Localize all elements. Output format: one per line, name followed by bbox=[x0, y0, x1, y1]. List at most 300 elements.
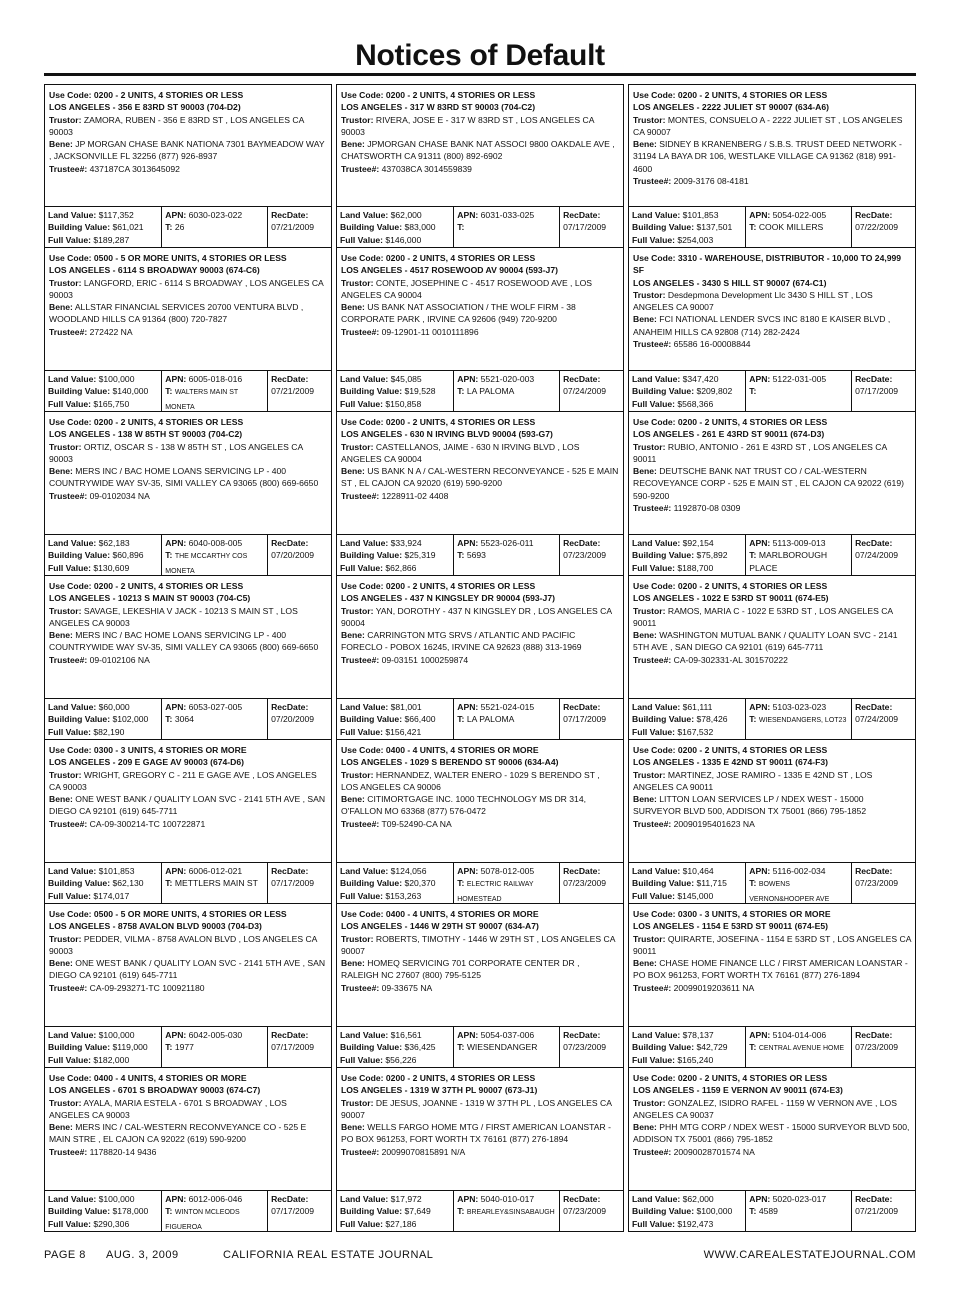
apn-label: APN: bbox=[749, 1030, 771, 1040]
full-value: $165,750 bbox=[93, 398, 130, 409]
notice-record bbox=[44, 904, 332, 1068]
notice-values bbox=[337, 863, 623, 903]
bene-value: CITIMORTGAGE INC. 1000 TECHNOLOGY MS DR 314, O'FALLON MO 63368 (877) 576-0472 bbox=[341, 794, 587, 817]
land-value-label: Land Value: bbox=[632, 210, 681, 220]
land-value: $16,561 bbox=[390, 1030, 422, 1040]
notice-record bbox=[336, 248, 624, 412]
recdate-label: RecDate: bbox=[271, 210, 309, 220]
trustee-label: Trustee#: bbox=[633, 503, 672, 514]
recdate-value: 07/20/2009 bbox=[271, 714, 315, 725]
trustor-label: Trustor: bbox=[49, 1097, 82, 1108]
recdate-label: RecDate: bbox=[271, 538, 309, 548]
recdate-label: RecDate: bbox=[271, 866, 309, 876]
tract-label: T: bbox=[749, 714, 757, 725]
notice-record bbox=[628, 412, 916, 576]
tract-value: 3064 bbox=[174, 714, 194, 725]
trustor-value: RIVERA, JOSE E - 317 W 83RD ST , LOS ANGELES CA 90003 bbox=[341, 114, 594, 137]
notice-values bbox=[45, 1027, 331, 1067]
land-value: $101,853 bbox=[682, 210, 719, 220]
tract-label: T: bbox=[749, 1042, 757, 1053]
notice-body bbox=[629, 576, 915, 699]
full-value-label: Full Value: bbox=[340, 1054, 383, 1065]
full-value-label: Full Value: bbox=[632, 398, 675, 409]
land-value: $100,000 bbox=[98, 374, 135, 384]
full-value: $130,609 bbox=[93, 562, 130, 573]
tract-label: T: bbox=[749, 222, 757, 233]
trustee-label: Trustee#: bbox=[49, 490, 88, 501]
use-code-label: Use Code: bbox=[49, 417, 92, 427]
trustor-label: Trustor: bbox=[633, 605, 666, 616]
notice-values bbox=[629, 535, 915, 575]
notice-record bbox=[628, 84, 916, 248]
trustee-value: 09-33675 NA bbox=[381, 982, 433, 993]
bene-label: Bene: bbox=[633, 794, 657, 805]
use-code-label: Use Code: bbox=[633, 253, 676, 263]
apn-value: 6005-018-016 bbox=[188, 374, 243, 384]
tract-value: LA PALOMA bbox=[466, 386, 515, 397]
recdate-value: 07/17/2009 bbox=[271, 1042, 315, 1053]
trustor-value: HERNANDEZ, WALTER ENERO - 1029 S BERENDO ST , LOS ANGELES CA 90006 bbox=[341, 769, 600, 792]
building-value-label: Building Value: bbox=[48, 1206, 111, 1217]
building-value: $60,896 bbox=[112, 550, 144, 561]
land-value-label: Land Value: bbox=[48, 538, 97, 548]
notice-body bbox=[337, 740, 623, 863]
recdate-value: 07/23/2009 bbox=[563, 878, 607, 889]
use-code: 0200 - 2 UNITS, 4 STORIES OR LESS bbox=[385, 1073, 536, 1083]
bene-label: Bene: bbox=[49, 958, 73, 969]
tract-label: T: bbox=[457, 222, 465, 233]
trustor-label: Trustor: bbox=[49, 114, 82, 125]
recdate-value: 07/23/2009 bbox=[855, 878, 899, 889]
tract-value: THE MCCARTHY COS MONETA bbox=[165, 553, 248, 575]
notice-body bbox=[337, 248, 623, 371]
full-value-label: Full Value: bbox=[632, 890, 675, 901]
full-value-label: Full Value: bbox=[340, 562, 383, 573]
property-address: LOS ANGELES - 317 W 83RD ST 90003 (704-C2) bbox=[341, 102, 536, 113]
use-code: 0300 - 3 UNITS, 4 STORIES OR MORE bbox=[677, 909, 831, 919]
notice-values bbox=[629, 371, 915, 411]
land-value-label: Land Value: bbox=[48, 866, 97, 876]
trustor-value: MONTES, CONSUELO A - 2222 JULIET ST , LOS ANGELES CA 90007 bbox=[633, 114, 903, 137]
land-value: $347,420 bbox=[682, 374, 719, 384]
use-code: 0200 - 2 UNITS, 4 STORIES OR LESS bbox=[677, 417, 828, 427]
trustee-label: Trustee#: bbox=[633, 1146, 672, 1157]
building-value: $119,000 bbox=[112, 1042, 148, 1053]
bene-value: CARRINGTON MTG SRVS / ATLANTIC AND PACIFIC FORECLO - POBOX 16245, IRVINE CA 92623 (888) 313-1969 bbox=[341, 630, 582, 653]
trustee-label: Trustee#: bbox=[633, 339, 672, 350]
building-value: $61,021 bbox=[112, 222, 144, 233]
use-code: 0200 - 2 UNITS, 4 STORIES OR LESS bbox=[385, 581, 536, 591]
apn-value: 5521-020-003 bbox=[480, 374, 535, 384]
trustee-value: 20099070815891 N/A bbox=[381, 1146, 466, 1157]
notice-column bbox=[44, 84, 332, 1232]
bene-label: Bene: bbox=[633, 139, 657, 150]
trustor-label: Trustor: bbox=[633, 114, 666, 125]
recdate-value: 07/22/2009 bbox=[855, 222, 899, 233]
bene-value: DEUTSCHE BANK NAT TRUST CO / CAL-WESTERN RECOVEYANCE CORP - 525 E MAIN ST , EL CAJON CA 92022 (619) 590-9200 bbox=[633, 466, 904, 501]
apn-value: 6012-006-046 bbox=[188, 1194, 243, 1204]
building-value: $140,000 bbox=[112, 386, 149, 397]
apn-label: APN: bbox=[165, 538, 187, 548]
full-value: $165,240 bbox=[677, 1054, 714, 1065]
use-code: 0200 - 2 UNITS, 4 STORIES OR LESS bbox=[677, 745, 828, 755]
apn-value: 5103-023-023 bbox=[772, 702, 827, 712]
full-value-label: Full Value: bbox=[632, 234, 675, 245]
trustor-label: Trustor: bbox=[341, 1097, 374, 1108]
bene-label: Bene: bbox=[633, 466, 657, 477]
land-value-label: Land Value: bbox=[632, 374, 681, 384]
building-value: $209,802 bbox=[696, 386, 733, 397]
trustor-label: Trustor: bbox=[49, 605, 82, 616]
tract-label: T: bbox=[165, 1042, 173, 1053]
trustor-label: Trustor: bbox=[633, 441, 666, 452]
notice-body bbox=[629, 740, 915, 863]
trustee-label: Trustee#: bbox=[341, 163, 380, 174]
property-address: LOS ANGELES - 6701 S BROADWAY 90003 (674-C7) bbox=[49, 1085, 261, 1096]
use-code-label: Use Code: bbox=[341, 1073, 384, 1083]
property-address: LOS ANGELES - 1319 W 37TH PL 90007 (673-J1) bbox=[341, 1085, 538, 1096]
notice-values bbox=[45, 699, 331, 739]
trustor-value: AYALA, MARIA ESTELA - 6701 S BROADWAY , LOS ANGELES CA 90003 bbox=[49, 1097, 287, 1120]
trustor-label: Trustor: bbox=[341, 114, 374, 125]
recdate-value: 07/17/2009 bbox=[855, 386, 899, 397]
notice-values bbox=[337, 1191, 623, 1231]
full-value: $56,226 bbox=[385, 1054, 417, 1065]
trustee-value: 09-0102034 NA bbox=[89, 490, 150, 501]
property-address: LOS ANGELES - 209 E GAGE AV 90003 (674-D6) bbox=[49, 757, 245, 768]
apn-label: APN: bbox=[165, 210, 187, 220]
use-code: 0300 - 3 UNITS, 4 STORIES OR MORE bbox=[93, 745, 247, 755]
bene-value: MERS INC / BAC HOME LOANS SERVICING LP - 400 COUNTRYWIDE WAY SV-35, SIMI VALLEY CA 93065 (800) 669-6650 bbox=[49, 466, 319, 489]
tract-value: METTLERS MAIN ST bbox=[174, 878, 258, 889]
notice-body bbox=[337, 412, 623, 535]
tract-value: CENTRAL AVENUE HOME bbox=[758, 1045, 844, 1053]
building-value-label: Building Value: bbox=[632, 1042, 695, 1053]
notice-record bbox=[44, 412, 332, 576]
notice-record bbox=[336, 576, 624, 740]
full-value: $174,017 bbox=[93, 890, 130, 901]
tract-label: T: bbox=[165, 386, 173, 397]
use-code: 0200 - 2 UNITS, 4 STORIES OR LESS bbox=[93, 90, 244, 100]
recdate-label: RecDate: bbox=[563, 1030, 601, 1040]
trustor-value: LANGFORD, ERIC - 6114 S BROADWAY , LOS ANGELES CA 90003 bbox=[49, 277, 324, 300]
full-value: $167,532 bbox=[677, 726, 714, 737]
full-value-label: Full Value: bbox=[340, 398, 383, 409]
tract-label: T: bbox=[165, 1206, 173, 1217]
notice-record bbox=[628, 740, 916, 904]
notice-values bbox=[45, 863, 331, 903]
use-code: 0400 - 4 UNITS, 4 STORIES OR MORE bbox=[93, 1073, 247, 1083]
notice-body bbox=[337, 85, 623, 207]
notice-body bbox=[45, 904, 331, 1027]
full-value-label: Full Value: bbox=[632, 562, 675, 573]
recdate-label: RecDate: bbox=[563, 702, 601, 712]
use-code-label: Use Code: bbox=[341, 745, 384, 755]
trustee-label: Trustee#: bbox=[49, 654, 88, 665]
tract-label: T: bbox=[165, 714, 173, 725]
trustee-label: Trustee#: bbox=[49, 163, 88, 174]
recdate-value: 07/17/2009 bbox=[563, 714, 607, 725]
bene-value: WASHINGTON MUTUAL BANK / QUALITY LOAN SVC - 2141 5TH AVE , SAN DIEGO CA 92101 (619) 645-7711 bbox=[633, 630, 898, 653]
recdate-value: 07/21/2009 bbox=[271, 222, 315, 233]
bene-label: Bene: bbox=[341, 794, 365, 805]
trustee-label: Trustee#: bbox=[633, 654, 672, 665]
tract-value: BOWENS VERNON&HOOPER AVE bbox=[749, 881, 830, 903]
trustor-value: CASTELLANOS, JAIME - 630 N IRVING BLVD , LOS ANGELES CA 90004 bbox=[341, 441, 580, 464]
trustee-label: Trustee#: bbox=[341, 490, 380, 501]
full-value-label: Full Value: bbox=[340, 890, 383, 901]
apn-value: 6006-012-021 bbox=[188, 866, 243, 876]
building-value: $62,130 bbox=[112, 878, 144, 889]
notice-values bbox=[45, 207, 331, 247]
apn-label: APN: bbox=[457, 1030, 479, 1040]
bene-value: ONE WEST BANK / QUALITY LOAN SVC - 2141 5TH AVE , SAN DIEGO CA 92101 (619) 645-7711 bbox=[49, 794, 326, 817]
apn-label: APN: bbox=[165, 374, 187, 384]
trustee-value: 09-03151 1000259874 bbox=[381, 654, 469, 665]
apn-label: APN: bbox=[165, 702, 187, 712]
apn-label: APN: bbox=[749, 538, 771, 548]
recdate-value: 07/24/2009 bbox=[855, 714, 899, 725]
use-code: 0200 - 2 UNITS, 4 STORIES OR LESS bbox=[677, 1073, 828, 1083]
footer-date: AUG. 3, 2009 bbox=[106, 1249, 179, 1261]
trustor-label: Trustor: bbox=[341, 605, 374, 616]
trustee-value: CA-09-293271-TC 100921180 bbox=[89, 982, 205, 993]
bene-label: Bene: bbox=[633, 314, 657, 325]
apn-label: APN: bbox=[457, 866, 479, 876]
notice-body bbox=[45, 412, 331, 535]
title-rule bbox=[44, 73, 916, 76]
trustor-value: SAVAGE, LEKESHIA V JACK - 10213 S MAIN ST , LOS ANGELES CA 90003 bbox=[49, 605, 298, 628]
land-value-label: Land Value: bbox=[48, 1030, 97, 1040]
apn-value: 5040-010-017 bbox=[480, 1194, 535, 1204]
property-address: LOS ANGELES - 2222 JULIET ST 90007 (634-A6) bbox=[633, 102, 829, 113]
trustee-value: 20090028701574 NA bbox=[673, 1146, 755, 1157]
full-value-label: Full Value: bbox=[48, 1054, 91, 1065]
apn-label: APN: bbox=[165, 1030, 187, 1040]
notice-body bbox=[629, 904, 915, 1027]
recdate-label: RecDate: bbox=[563, 210, 601, 220]
footer-publication: CALIFORNIA REAL ESTATE JOURNAL bbox=[223, 1249, 434, 1261]
building-value-label: Building Value: bbox=[632, 386, 695, 397]
bene-label: Bene: bbox=[341, 302, 365, 313]
trustor-label: Trustor: bbox=[49, 933, 82, 944]
bene-label: Bene: bbox=[49, 794, 73, 805]
apn-value: 5122-031-005 bbox=[772, 374, 827, 384]
use-code-label: Use Code: bbox=[633, 1073, 676, 1083]
notice-record bbox=[44, 1068, 332, 1232]
apn-value: 5521-024-015 bbox=[480, 702, 535, 712]
use-code: 0500 - 5 OR MORE UNITS, 4 STORIES OR LESS bbox=[93, 909, 287, 919]
notice-body bbox=[45, 85, 331, 207]
building-value-label: Building Value: bbox=[632, 550, 695, 561]
land-value-label: Land Value: bbox=[340, 210, 389, 220]
property-address: LOS ANGELES - 3430 S HILL ST 90007 (674-C1) bbox=[633, 277, 827, 288]
notice-values bbox=[337, 1027, 623, 1067]
bene-value: MERS INC / CAL-WESTERN RECONVEYANCE CO - 525 E MAIN STRE , EL CAJON CA 92022 (619) 590-9200 bbox=[49, 1122, 307, 1145]
apn-value: 6053-027-005 bbox=[188, 702, 243, 712]
notice-body bbox=[337, 1068, 623, 1191]
trustee-value: 1228911-02 4408 bbox=[381, 490, 449, 501]
recdate-label: RecDate: bbox=[563, 538, 601, 548]
apn-label: APN: bbox=[457, 374, 479, 384]
land-value-label: Land Value: bbox=[632, 866, 681, 876]
apn-value: 5054-022-005 bbox=[772, 210, 827, 220]
building-value: $137,501 bbox=[696, 222, 733, 233]
land-value-label: Land Value: bbox=[340, 538, 389, 548]
property-address: LOS ANGELES - 8758 AVALON BLVD 90003 (704-D3) bbox=[49, 921, 262, 932]
trustor-value: RAMOS, MARIA C - 1022 E 53RD ST , LOS ANGELES CA 90011 bbox=[633, 605, 893, 628]
recdate-value: 07/17/2009 bbox=[271, 1206, 315, 1217]
land-value: $124,056 bbox=[390, 866, 427, 876]
tract-label: T: bbox=[749, 386, 757, 397]
bene-value: US BANK NAT ASSOCIATION / THE WOLF FIRM - 38 CORPORATE PARK , IRVINE CA 92606 (949) 720-9200 bbox=[341, 302, 576, 325]
building-value-label: Building Value: bbox=[340, 878, 403, 889]
tract-value: ELECTRIC RAILWAY HOMESTEAD bbox=[457, 881, 534, 903]
tract-label: T: bbox=[165, 878, 173, 889]
notice-record bbox=[628, 904, 916, 1068]
building-value: $102,000 bbox=[112, 714, 149, 725]
trustor-value: YAN, DOROTHY - 437 N KINGSLEY DR , LOS ANGELES CA 90004 bbox=[341, 605, 612, 628]
full-value: $62,866 bbox=[385, 562, 417, 573]
bene-label: Bene: bbox=[633, 958, 657, 969]
land-value: $62,000 bbox=[390, 210, 422, 220]
full-value-label: Full Value: bbox=[632, 1054, 675, 1065]
use-code-label: Use Code: bbox=[341, 90, 384, 100]
building-value: $100,000 bbox=[696, 1206, 733, 1217]
recdate-value: 07/23/2009 bbox=[855, 1042, 899, 1053]
trustor-value: QUIRARTE, JOSEFINA - 1154 E 53RD ST , LOS ANGELES CA 90011 bbox=[633, 933, 911, 956]
notice-record bbox=[628, 1068, 916, 1232]
property-address: LOS ANGELES - 10213 S MAIN ST 90003 (704-C5) bbox=[49, 593, 251, 604]
recdate-value: 07/20/2009 bbox=[271, 550, 315, 561]
tract-value: WALTERS MAIN ST MONETA bbox=[165, 389, 239, 411]
tract-label: T: bbox=[749, 550, 757, 561]
use-code-label: Use Code: bbox=[633, 90, 676, 100]
full-value: $189,287 bbox=[93, 234, 130, 245]
tract-value: 4589 bbox=[758, 1206, 778, 1217]
building-value-label: Building Value: bbox=[632, 878, 695, 889]
bene-value: HOMEQ SERVICING 701 CORPORATE CENTER DR , RALEIGH NC 27607 (800) 795-5125 bbox=[341, 958, 580, 981]
bene-label: Bene: bbox=[49, 302, 73, 313]
notice-record bbox=[44, 84, 332, 248]
tract-value: LA PALOMA bbox=[466, 714, 515, 725]
footer-page: PAGE 8 bbox=[44, 1249, 86, 1261]
bene-value: CHASE HOME FINANCE LLC / FIRST AMERICAN LOANSTAR - PO BOX 961253, FORT WORTH TX 76161 (877) 276-1894 bbox=[633, 958, 908, 981]
full-value: $290,306 bbox=[93, 1218, 130, 1229]
recdate-label: RecDate: bbox=[271, 702, 309, 712]
building-value-label: Building Value: bbox=[632, 1206, 695, 1217]
building-value-label: Building Value: bbox=[340, 714, 403, 725]
trustee-label: Trustee#: bbox=[633, 982, 672, 993]
notice-body bbox=[337, 904, 623, 1027]
building-value-label: Building Value: bbox=[632, 222, 695, 233]
trustee-value: CA-09-302331-AL 301570222 bbox=[673, 654, 788, 665]
apn-value: 5020-023-017 bbox=[772, 1194, 827, 1204]
full-value: $145,000 bbox=[677, 890, 714, 901]
land-value-label: Land Value: bbox=[632, 702, 681, 712]
notice-values bbox=[45, 371, 331, 411]
bene-value: JP MORGAN CHASE BANK NATIONA 7301 BAYMEADOW WAY , JACKSONVILLE FL 32256 (877) 926-8937 bbox=[49, 139, 325, 162]
building-value: $75,892 bbox=[696, 550, 728, 561]
trustee-label: Trustee#: bbox=[633, 818, 672, 829]
use-code-label: Use Code: bbox=[633, 581, 676, 591]
trustee-label: Trustee#: bbox=[341, 818, 380, 829]
notice-record bbox=[628, 576, 916, 740]
full-value-label: Full Value: bbox=[48, 398, 91, 409]
use-code: 0400 - 4 UNITS, 4 STORIES OR MORE bbox=[385, 745, 539, 755]
full-value-label: Full Value: bbox=[632, 726, 675, 737]
property-address: LOS ANGELES - 1335 E 42ND ST 90011 (674-F3) bbox=[633, 757, 829, 768]
full-value-label: Full Value: bbox=[48, 726, 91, 737]
notice-body bbox=[45, 248, 331, 371]
notice-body bbox=[629, 412, 915, 535]
trustor-label: Trustor: bbox=[633, 933, 666, 944]
building-value-label: Building Value: bbox=[48, 386, 111, 397]
trustee-value: 272422 NA bbox=[89, 326, 133, 337]
apn-label: APN: bbox=[749, 210, 771, 220]
tract-value: MARLBOROUGH PLACE bbox=[749, 550, 828, 573]
building-value-label: Building Value: bbox=[48, 878, 111, 889]
property-address: LOS ANGELES - 1022 E 53RD ST 90011 (674-E5) bbox=[633, 593, 829, 604]
trustee-value: 2009-3176 08-4181 bbox=[673, 176, 749, 187]
trustee-label: Trustee#: bbox=[341, 654, 380, 665]
notice-column bbox=[336, 84, 624, 1232]
full-value-label: Full Value: bbox=[340, 234, 383, 245]
use-code: 0200 - 2 UNITS, 4 STORIES OR LESS bbox=[93, 417, 244, 427]
property-address: LOS ANGELES - 1446 W 29TH ST 90007 (634-A7) bbox=[341, 921, 539, 932]
use-code-label: Use Code: bbox=[633, 745, 676, 755]
trustee-label: Trustee#: bbox=[341, 1146, 380, 1157]
trustee-value: CA-09-300214-TC 100722871 bbox=[89, 818, 206, 829]
land-value: $100,000 bbox=[98, 1194, 135, 1204]
recdate-label: RecDate: bbox=[271, 374, 309, 384]
bene-value: MERS INC / BAC HOME LOANS SERVICING LP - 400 COUNTRYWIDE WAY SV-35, SIMI VALLEY CA 93065 (800) 669-6650 bbox=[49, 630, 319, 653]
full-value: $146,000 bbox=[385, 234, 422, 245]
building-value: $78,426 bbox=[696, 714, 728, 725]
trustee-value: 09-12901-11 0010111896 bbox=[381, 326, 479, 337]
tract-label: T: bbox=[165, 222, 173, 233]
building-value: $7,649 bbox=[404, 1206, 431, 1217]
land-value: $78,137 bbox=[682, 1030, 714, 1040]
trustee-label: Trustee#: bbox=[49, 818, 88, 829]
land-value-label: Land Value: bbox=[48, 210, 97, 220]
notice-record bbox=[336, 740, 624, 904]
bene-label: Bene: bbox=[49, 630, 73, 641]
building-value-label: Building Value: bbox=[340, 386, 403, 397]
land-value-label: Land Value: bbox=[632, 1194, 681, 1204]
recdate-label: RecDate: bbox=[563, 1194, 601, 1204]
land-value-label: Land Value: bbox=[632, 538, 681, 548]
notice-record bbox=[44, 740, 332, 904]
bene-label: Bene: bbox=[49, 1122, 73, 1133]
trustor-label: Trustor: bbox=[633, 769, 666, 780]
building-value-label: Building Value: bbox=[48, 222, 111, 233]
apn-value: 5113-009-013 bbox=[772, 538, 826, 548]
full-value-label: Full Value: bbox=[48, 234, 91, 245]
notice-body bbox=[629, 85, 915, 207]
recdate-value: 07/21/2009 bbox=[855, 1206, 899, 1217]
land-value-label: Land Value: bbox=[340, 1030, 389, 1040]
apn-value: 6030-023-022 bbox=[188, 210, 243, 220]
tract-label: T: bbox=[457, 550, 465, 561]
apn-value: 5104-014-006 bbox=[772, 1030, 827, 1040]
use-code-label: Use Code: bbox=[49, 745, 92, 755]
full-value: $182,000 bbox=[93, 1054, 130, 1065]
trustor-value: ZAMORA, RUBEN - 356 E 83RD ST , LOS ANGELES CA 90003 bbox=[49, 114, 304, 137]
bene-label: Bene: bbox=[633, 1122, 657, 1133]
notice-values bbox=[45, 1191, 331, 1231]
trustor-value: PEDDER, VILMA - 8758 AVALON BLVD , LOS ANGELES CA 90003 bbox=[49, 933, 317, 956]
